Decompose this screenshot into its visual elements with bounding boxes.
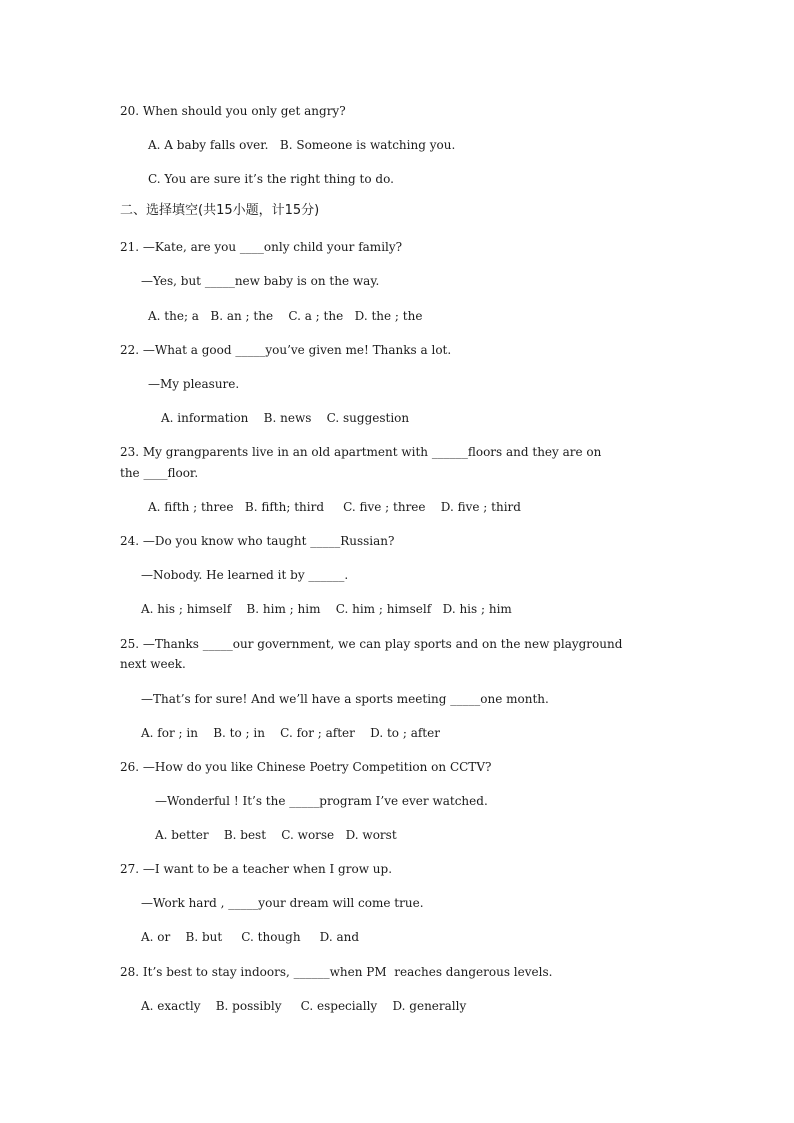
question-25-stem: 25. —Thanks _____our government, we can play sports and on the new playground — [120, 637, 623, 651]
section-heading: 二、选择填空(共15小题，计15分) — [120, 203, 320, 218]
question-21-reply: —Yes, but _____new baby is on the way. — [141, 274, 380, 288]
question-28-stem: 28. It’s best to stay indoors, ______when PM reaches dangerous levels. — [120, 965, 553, 979]
question-27-options: A. or B. but C. though D. and — [141, 930, 360, 944]
question-27-stem: 27. —I want to be a teacher when I grow up. — [120, 862, 393, 876]
question-24-stem: 24. —Do you know who taught _____Russian? — [120, 534, 395, 548]
question-25-stem-cont: next week. — [120, 657, 186, 671]
question-26-options: A. better B. best C. worse D. worst — [155, 828, 397, 842]
question-28-options: A. exactly B. possibly C. especially D. generally — [141, 999, 467, 1013]
question-26-reply: —Wonderful ! It’s the _____program I’ve ever watched. — [155, 794, 488, 808]
question-24-options: A. his ; himself B. him ; him C. him ; himself D. his ; him — [141, 602, 512, 616]
question-25-reply: —That’s for sure! And we’ll have a sports meeting _____one month. — [141, 692, 549, 706]
question-21-stem: 21. —Kate, are you ____only child your family? — [120, 240, 403, 254]
question-23-options: A. fifth ; three B. fifth; third C. five ; three D. five ; third — [148, 500, 521, 514]
question-22-options: A. information B. news C. suggestion — [161, 411, 410, 425]
question-23-stem-cont: the ____floor. — [120, 466, 199, 480]
question-24-reply: —Nobody. He learned it by ______. — [141, 568, 349, 582]
question-23-stem: 23. My grangparents live in an old apartment with ______floors and they are on — [120, 445, 602, 459]
question-20-stem: 20. When should you only get angry? — [120, 104, 346, 118]
question-20-option-c: C. You are sure it’s the right thing to do. — [148, 172, 394, 186]
question-25-options: A. for ; in B. to ; in C. for ; after D. to ; after — [141, 726, 440, 740]
question-27-reply: —Work hard , _____your dream will come true. — [141, 896, 424, 910]
question-21-options: A. the; a B. an ; the C. a ; the D. the ; the — [148, 309, 423, 323]
question-22-reply: —My pleasure. — [148, 377, 240, 391]
question-20-options-ab: A. A baby falls over. B. Someone is watching you. — [148, 138, 456, 152]
question-22-stem: 22. —What a good _____you’ve given me! Thanks a lot. — [120, 343, 452, 357]
question-26-stem: 26. —How do you like Chinese Poetry Competition on CCTV? — [120, 760, 492, 774]
